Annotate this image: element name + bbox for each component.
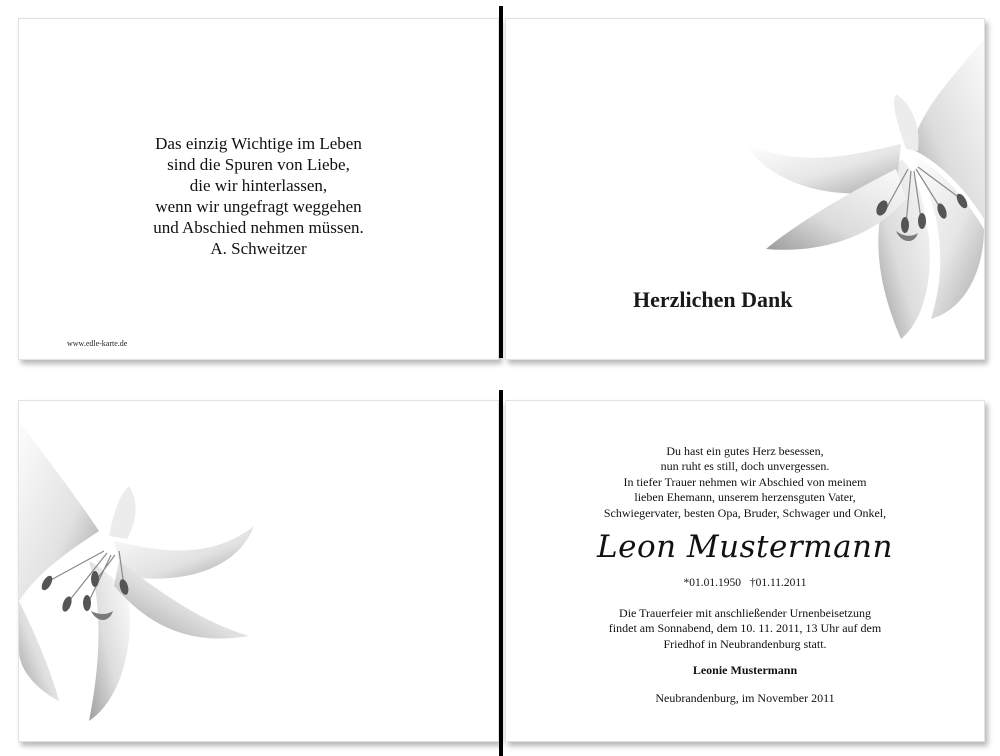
poem-line: Du hast ein gutes Herz besessen, — [666, 444, 824, 458]
lily-card — [18, 400, 499, 742]
service-info — [506, 606, 984, 652]
quote-text — [19, 133, 498, 259]
life-dates — [506, 577, 984, 589]
deceased-name: Leon Mustermann — [597, 529, 893, 565]
fold-line — [499, 6, 503, 358]
thanks-title: Herzlichen Dank — [633, 287, 793, 312]
lily-flower-icon — [19, 401, 264, 731]
fold-line — [499, 390, 503, 756]
service-line: findet am Sonnabend, dem 10. 11. 2011, 13 Uhr auf dem — [608, 621, 882, 636]
birth-date: *01.01.1950 — [683, 577, 741, 589]
poem-line: In tiefer Trauer nehmen wir Abschied von meinem — [623, 474, 867, 489]
service-line: Friedhof in Neubrandenburg statt. — [663, 636, 827, 651]
quote-line: sind die Spuren von Liebe, — [167, 155, 350, 174]
quote-card — [18, 18, 499, 360]
website-url: www.edle-karte.de — [67, 339, 128, 348]
place-date: Neubrandenburg, im November 2011 — [655, 691, 835, 705]
death-date: †01.11.2011 — [749, 577, 807, 589]
obituary-card — [505, 400, 985, 742]
quote-author: A. Schweitzer — [210, 239, 307, 258]
thanks-card — [505, 18, 985, 360]
poem-line: nun ruht es still, doch unvergessen. — [660, 459, 830, 474]
service-line: Die Trauerfeier mit anschließender Urnenbeisetzung — [619, 606, 871, 620]
quote-line: die wir hinterlassen, — [189, 176, 328, 195]
poem-line: Schwiegervater, besten Opa, Bruder, Schwager und Onkel, — [603, 505, 887, 520]
poem-text — [506, 444, 984, 521]
quote-line: Das einzig Wichtige im Leben — [155, 134, 362, 153]
quote-line: und Abschied nehmen müssen. — [153, 218, 364, 237]
mourner-name: Leonie Mustermann — [692, 663, 798, 677]
quote-line: wenn wir ungefragt weggehen — [155, 197, 362, 216]
poem-line: lieben Ehemann, unserem herzensguten Vater, — [634, 490, 856, 505]
